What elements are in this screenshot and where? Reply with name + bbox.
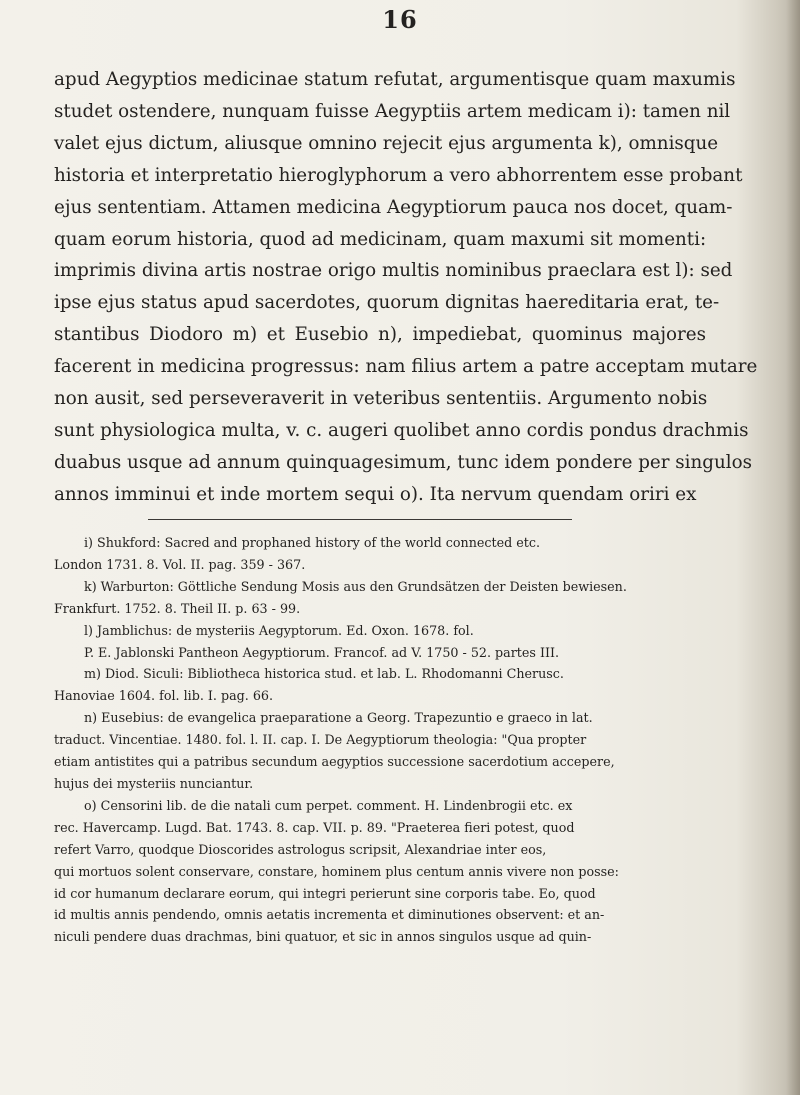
footnote-line: rec. Havercamp. Lugd. Bat. 1743. 8. cap. VII. p. 89. "Praeterea fieri potest, quod bbox=[54, 819, 575, 835]
text-line: non ausit, sed perseveraverit in veteribus sententiis. Argumento nobis bbox=[54, 388, 708, 410]
text-line: duabus usque ad annum quinquagesimum, tunc idem pondere per singulos bbox=[54, 451, 752, 473]
text-line: studet ostendere, nunquam fuisse Aegyptiis artem medicam i): tamen nil bbox=[54, 100, 731, 122]
footnote-line: id cor humanum declarare eorum, qui integri perierunt sine corporis tabe. Eo, quod bbox=[54, 885, 596, 901]
text-line: valet ejus dictum, aliusque omnino rejecit ejus argumenta k), omnisque bbox=[54, 132, 719, 154]
text-line: ejus sententiam. Attamen medicina Aegyptiorum pauca nos docet, quam- bbox=[54, 196, 733, 218]
text-line: sunt physiologica multa, v. c. augeri quolibet anno cordis pondus drachmis bbox=[54, 419, 749, 441]
footnote-line: id multis annis pendendo, omnis aetatis incrementa et diminutiones observent: et an- bbox=[54, 907, 605, 923]
footnote-divider bbox=[148, 519, 572, 520]
text-line: facerent in medicina progressus: nam filius artem a patre acceptam mutare bbox=[54, 356, 758, 378]
page-number: 16 bbox=[382, 5, 418, 34]
footnote-line: traduct. Vincentiae. 1480. fol. l. II. cap. I. De Aegyptiorum theologia: "Qua propter bbox=[54, 732, 587, 748]
footnote-line: Frankfurt. 1752. 8. Theil II. p. 63 - 99. bbox=[54, 600, 301, 616]
text-line: apud Aegyptios medicinae statum refutat, argumentisque quam maxumis bbox=[54, 69, 736, 90]
footnote-line: P. E. Jablonski Pantheon Aegyptiorum. Francof. ad V. 1750 - 52. partes III. bbox=[84, 644, 560, 660]
footnote-line: i) Shukford: Sacred and prophaned history of the world connected etc. bbox=[84, 535, 540, 550]
footnote-line: refert Varro, quodque Dioscorides astrologus scripsit, Alexandriae inter eos, bbox=[54, 841, 547, 857]
footnote-line: qui mortuos solent conservare, constare, hominem plus centum annis vivere non posse: bbox=[54, 863, 619, 879]
body-text bbox=[54, 64, 758, 511]
footnote-line: etiam antistites qui a patribus secundum aegyptios successione sacerdotium accepere, bbox=[54, 754, 615, 770]
text-line: imprimis divina artis nostrae origo multis nominibus praeclara est l): sed bbox=[54, 260, 733, 282]
text-line: stantibus Diodoro m) et Eusebio n), impediebat, quominus majores bbox=[54, 324, 706, 346]
footnote-line: London 1731. 8. Vol. II. pag. 359 - 367. bbox=[54, 556, 306, 572]
footnote-line: l) Jamblichus: de mysteriis Aegyptorum. Ed. Oxon. 1678. fol. bbox=[84, 622, 474, 638]
footnotes bbox=[54, 532, 712, 948]
text-line: quam eorum historia, quod ad medicinam, quam maxumi sit momenti: bbox=[54, 228, 707, 250]
page-edge-shadow bbox=[786, 0, 800, 1095]
footnote-line: o) Censorini lib. de die natali cum perpet. comment. H. Lindenbrogii etc. ex bbox=[84, 797, 573, 813]
footnote-line: Hanoviae 1604. fol. lib. I. pag. 66. bbox=[54, 688, 274, 704]
footnote-line: m) Diod. Siculi: Bibliotheca historica stud. et lab. L. Rhodomanni Cherusc. bbox=[84, 666, 564, 682]
footnote-line: k) Warburton: Göttliche Sendung Mosis aus den Grundsätzen der Deisten bewiesen. bbox=[84, 578, 627, 594]
footnote-line: hujus dei mysteriis nunciantur. bbox=[54, 775, 254, 791]
footnote-line: n) Eusebius: de evangelica praeparatione a Georg. Trapezuntio e graeco in lat. bbox=[84, 710, 593, 726]
text-line: historia et interpretatio hieroglyphorum a vero abhorrentem esse probant bbox=[54, 164, 743, 186]
text-line: annos imminui et inde mortem sequi o). Ita nervum quendam oriri ex bbox=[54, 483, 697, 505]
footnote-line: niculi pendere duas drachmas, bini quatuor, et sic in annos singulos usque ad quin- bbox=[54, 929, 592, 945]
text-line: ipse ejus status apud sacerdotes, quorum dignitas haereditaria erat, te- bbox=[54, 292, 720, 314]
